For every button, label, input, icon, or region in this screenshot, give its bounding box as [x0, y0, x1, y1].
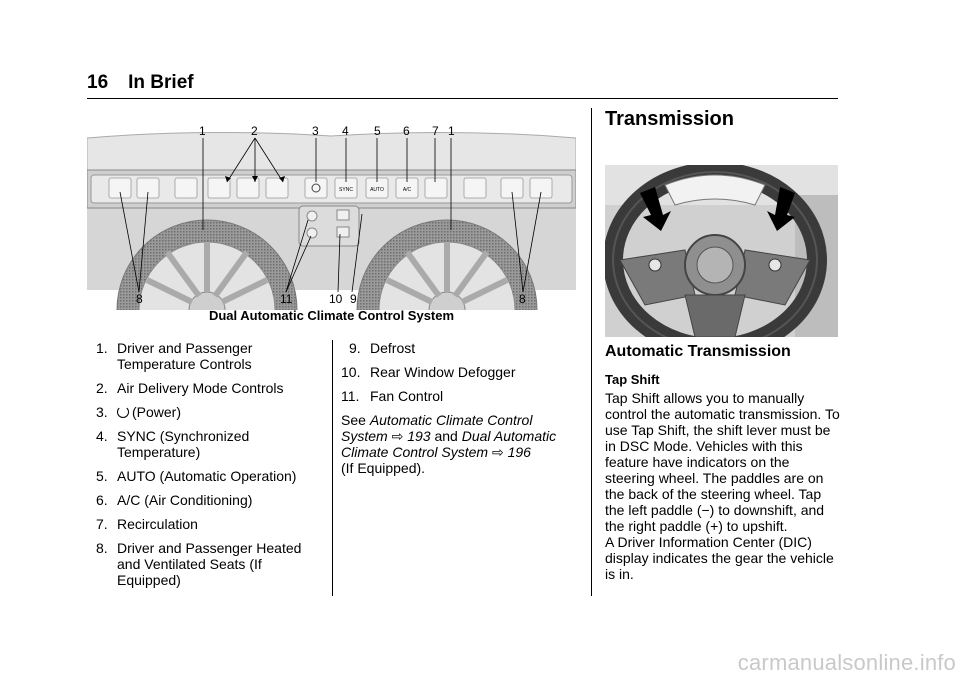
page-header	[87, 72, 194, 94]
list-item: 6. A/C (Air Conditioning)	[96, 492, 253, 508]
legend-list-2	[341, 340, 571, 476]
power-icon	[117, 406, 129, 418]
list-item: 4. SYNC (Synchronized Temperature)	[96, 428, 250, 460]
subsubsection-title: Tap Shift	[605, 372, 660, 387]
callout-11: 11	[280, 292, 293, 306]
subsection-title: Automatic Transmission	[605, 343, 791, 360]
ac-button-label: A/C	[402, 187, 412, 193]
callout-7: 7	[432, 124, 439, 138]
ref-automatic-climate-control[interactable]: Automatic Climate Control System	[341, 412, 533, 444]
ref-page-196[interactable]: 196	[507, 444, 531, 460]
callout-1-left: 1	[199, 124, 206, 138]
list-item: 11. Fan Control	[341, 388, 444, 404]
sync-button-label: SYNC	[339, 187, 353, 193]
see-also: See Automatic Climate Control System ⇨ 193 and Dual Automatic Climate Control System ⇨ 196 (If Equipped).	[341, 412, 557, 476]
legend-list-1	[96, 340, 326, 596]
section-title: Transmission	[605, 108, 734, 130]
callout-6: 6	[403, 124, 410, 138]
list-item: 9. Defrost	[349, 340, 416, 356]
callout-8-left: 8	[136, 292, 143, 306]
list-item: 2. Air Delivery Mode Controls	[96, 380, 284, 396]
callout-8-right: 8	[519, 292, 526, 306]
climate-control-figure	[87, 120, 576, 310]
callout-10: 10	[329, 292, 343, 306]
auto-button-label: AUTO	[370, 187, 384, 193]
page-number: 16	[87, 72, 109, 93]
body-paragraph-1: Tap Shift allows you to manually control the automatic transmission. To use Tap Shift, the shift lever must be in DSC Mode. Vehicles with this feature have indicators on the steering wheel. The paddles are on the back of the steering wheel. Tap the left paddle (−) to downshift, and the right paddle (+) to upshift.	[605, 390, 840, 534]
callout-4: 4	[342, 124, 349, 138]
ref-dual-automatic-climate-control[interactable]: Dual Automatic Climate Control System	[341, 428, 557, 460]
header-rule	[87, 98, 838, 99]
body-paragraph-2: A Driver Information Center (DIC) display indicates the gear the vehicle is in.	[605, 534, 834, 582]
callout-3: 3	[312, 124, 319, 138]
list-item: 7. Recirculation	[96, 516, 198, 532]
list-item: 8. Driver and Passenger Heated and Ventilated Seats (If Equipped)	[96, 540, 302, 588]
arrow-icon: ⇨	[391, 428, 404, 444]
callout-2: 2	[251, 124, 258, 138]
body-text	[605, 390, 841, 582]
list-item: 3. (Power)	[96, 404, 182, 420]
list-item: 1. Driver and Passenger Temperature Controls	[96, 340, 253, 372]
callout-5: 5	[374, 124, 381, 138]
list-item: 5. AUTO (Automatic Operation)	[96, 468, 297, 484]
steering-wheel-illustration	[605, 165, 838, 337]
callout-1-right: 1	[448, 124, 455, 138]
column-divider-2	[591, 108, 592, 596]
callout-9: 9	[350, 292, 357, 306]
arrow-icon: ⇨	[491, 444, 504, 460]
page-title: In Brief	[128, 72, 194, 93]
figure-caption: Dual Automatic Climate Control System	[208, 308, 455, 323]
ref-page-193[interactable]: 193	[407, 428, 431, 444]
climate-control-illustration	[87, 120, 576, 310]
list-item: 10. Rear Window Defogger	[341, 364, 516, 380]
watermark: carmanualsonline.info	[737, 650, 956, 675]
steering-wheel-figure	[605, 165, 838, 337]
column-divider-1	[332, 340, 333, 596]
